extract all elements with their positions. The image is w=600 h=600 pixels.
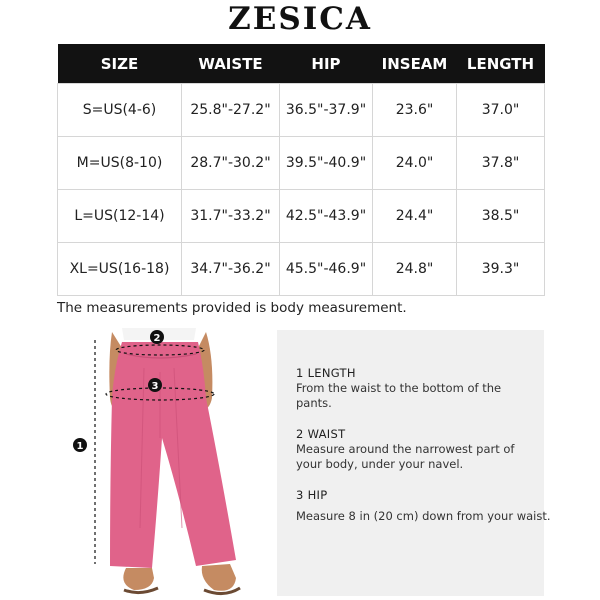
cell-length: 37.8"	[457, 137, 545, 190]
info-waist-title: 2 WAIST	[296, 427, 346, 441]
cell-inseam: 24.4"	[373, 190, 457, 243]
header-inseam: INSEAM	[373, 44, 457, 84]
header-size: SIZE	[58, 44, 182, 84]
header-length: LENGTH	[457, 44, 545, 84]
cell-length: 39.3"	[457, 243, 545, 296]
info-hip-title: 3 HIP	[296, 488, 328, 502]
table-row	[58, 137, 545, 190]
marker-2	[150, 330, 164, 344]
table-header-row	[58, 44, 545, 84]
marker-1-label: 1	[76, 441, 84, 452]
cell-waist: 25.8"-27.2"	[182, 84, 280, 137]
model-photo	[64, 328, 274, 600]
cell-inseam: 24.8"	[373, 243, 457, 296]
info-length-title: 1 LENGTH	[296, 366, 356, 380]
info-hip-desc-line1: Measure 8 in (20 cm) down from your waist.	[296, 509, 551, 523]
info-length	[296, 366, 501, 411]
cell-size: M=US(8-10)	[58, 137, 182, 190]
cell-size: XL=US(16-18)	[58, 243, 182, 296]
cell-length: 37.0"	[457, 84, 545, 137]
size-chart-table	[57, 44, 545, 296]
info-length-desc-line2: pants.	[296, 396, 332, 410]
marker-3	[148, 378, 162, 392]
cell-waist: 34.7"-36.2"	[182, 243, 280, 296]
table-row	[58, 243, 545, 296]
info-waist-desc-line2: your body, under your navel.	[296, 457, 464, 471]
marker-3-label: 3	[151, 381, 159, 392]
brand-logo: ZESICA	[228, 1, 372, 37]
cell-inseam: 23.6"	[373, 84, 457, 137]
table-row	[58, 190, 545, 243]
header-waist: WAISTE	[182, 44, 280, 84]
marker-1	[73, 438, 87, 452]
cell-hip: 36.5"-37.9"	[280, 84, 373, 137]
cell-size: S=US(4-6)	[58, 84, 182, 137]
info-waist-desc-line1: Measure around the narrowest part of	[296, 442, 515, 456]
marker-2-label: 2	[153, 333, 161, 344]
cell-hip: 39.5"-40.9"	[280, 137, 373, 190]
cell-length: 38.5"	[457, 190, 545, 243]
cell-hip: 45.5"-46.9"	[280, 243, 373, 296]
cell-waist: 28.7"-30.2"	[182, 137, 280, 190]
cell-waist: 31.7"-33.2"	[182, 190, 280, 243]
header-hip: HIP	[280, 44, 373, 84]
table-row	[58, 84, 545, 137]
info-length-desc-line1: From the waist to the bottom of the	[296, 381, 502, 395]
cell-hip: 42.5"-43.9"	[280, 190, 373, 243]
measurement-note: The measurements provided is body measurement.	[57, 300, 407, 316]
cell-inseam: 24.0"	[373, 137, 457, 190]
info-hip	[296, 488, 551, 524]
info-waist	[296, 427, 514, 472]
cell-size: L=US(12-14)	[58, 190, 182, 243]
